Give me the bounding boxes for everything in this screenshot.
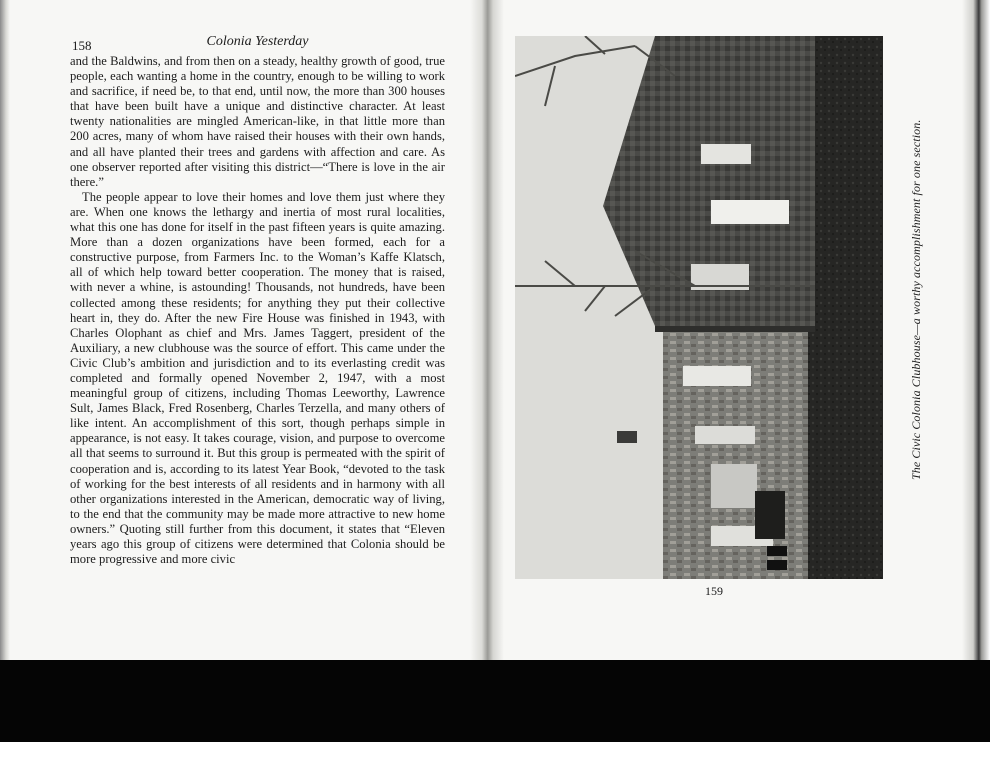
- page-number-left: 158: [72, 38, 92, 53]
- photo-caption: [905, 120, 927, 480]
- running-head: [70, 28, 445, 54]
- left-page-edge: [0, 0, 10, 660]
- photo-caption-text: The Civic Colonia Clubhouse—a worthy accomplishment for one section.: [909, 119, 923, 480]
- paragraph-1: and the Baldwins, and from then on a steady, healthy growth of good, true people, each wanting a home in the country, enough to be willing to work and sacrifice, if need be, to that end, until now, the more than 300 houses that have been built have a unique and distinctive character. At least twenty nationalities are mingled American-like, in that little more than 200 acres, many of whom have raised their houses with their own hands, and all have planted their trees and gardens with affection and care. As one observer reported after visiting this district—“There is love in the air there.”: [70, 54, 445, 189]
- body-text: [70, 54, 445, 567]
- book-gutter: [470, 0, 504, 660]
- right-page-edge: [962, 0, 990, 660]
- clubhouse-photo-image: [515, 36, 883, 579]
- scan-border: [0, 660, 990, 742]
- paragraph-2: The people appear to love their homes and love them just where they are. When one knows the lethargy and inertia of most rural localities, what this one has done for itself in the past fifteen years is quite amazing. More than a dozen organizations have been formed, each for a constructive purpose, from Farmers Inc. to the Woman’s Kaffe Klatsch, all of which help toward better cooperation. The money that is raised, with never a whine, is astounding! Thousands, not hundreds, have been collected among these residents; for anything they put their collective heart in, they do. After the new Fire House was finished in 1943, with Charles Olophant as chief and Mrs. James Taggert, president of the Auxiliary, a new clubhouse was the source of effort. This came under the Civic Club’s ambition and jurisdiction and to its everlasting credit was completed and formally opened November 2, 1947, with a most meaningful group of citizens, including Thomas Leeworthy, Lawrence Sult, James Black, Fred Rosenberg, Charles Terzella, and many others of like intent. An accomplishment of this sort, though perhaps simple in appearance, is not easy. It takes courage, vision, and purpose to overcome all that seems to surround it. But this group is permeated with the spirit of cooperation and is, according to its latest Year Book, “devoted to the task of working for the best interests of all residents and in harmony with all other organizations interested in the American, democratic way of living, to the end that the community may be made more attractive to new home owners.” Quoting still further from this document, it states that “Eleven years ago this group of citizens were determined that Colonia should be more progressive and more civic: [70, 189, 445, 567]
- page-number-right: 159: [705, 584, 723, 598]
- running-title: Colonia Yesterday: [206, 34, 309, 49]
- clubhouse-photo: [515, 36, 883, 579]
- left-page: [70, 28, 445, 567]
